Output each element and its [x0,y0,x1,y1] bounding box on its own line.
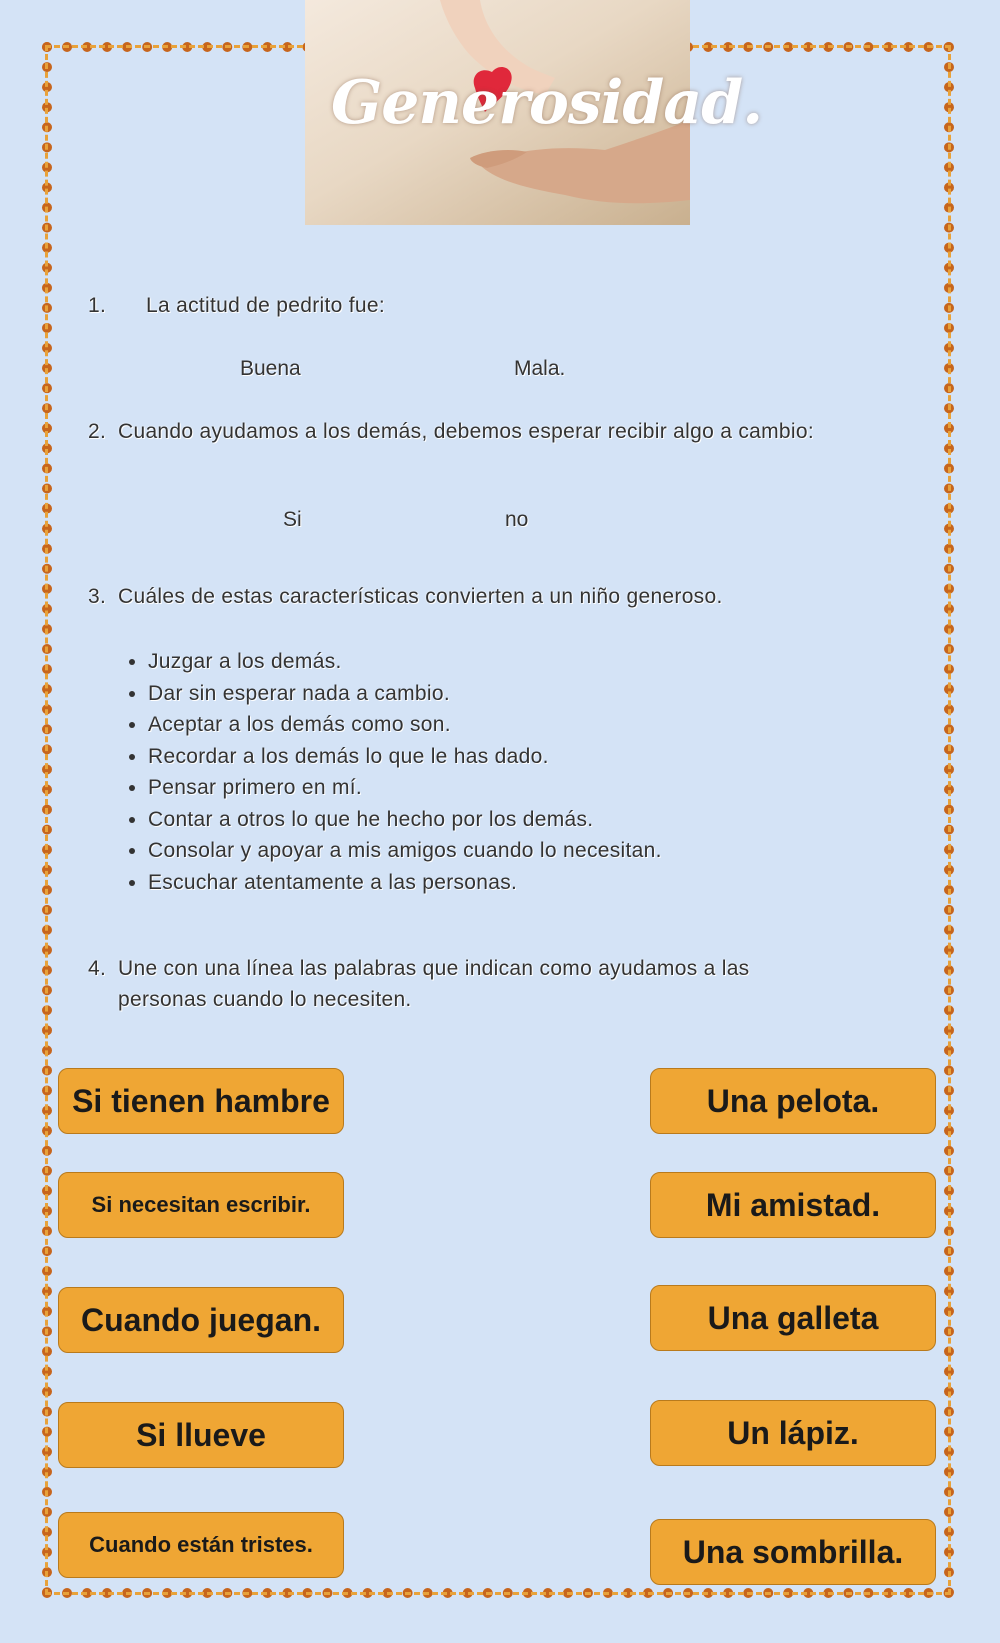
question-number: 4. [88,957,107,980]
question-number: 3. [88,585,107,608]
list-item[interactable]: • Pensar primero en mí. [148,772,662,804]
option-mala[interactable]: Mala. [514,357,566,380]
list-item[interactable]: • Aceptar a los demás como son. [148,709,662,741]
match-left-card[interactable]: Si tienen hambre [58,1068,344,1134]
match-left-card[interactable]: Si llueve [58,1402,344,1468]
option-buena[interactable]: Buena [240,357,301,380]
match-right-card[interactable]: Una pelota. [650,1068,936,1134]
list-item[interactable]: • Contar a otros lo que he hecho por los demás. [148,804,662,836]
header-image [305,0,763,225]
list-item[interactable]: • Recordar a los demás lo que le has dado. [148,741,662,773]
question-2 [88,420,814,444]
question-1 [88,294,385,318]
match-right-card[interactable]: Una galleta [650,1285,936,1351]
list-item[interactable]: • Dar sin esperar nada a cambio. [148,678,662,710]
list-item[interactable]: • Consolar y apoyar a mis amigos cuando lo necesitan. [148,835,662,867]
question-4 [88,957,750,981]
page-title: Generosidad. [331,68,763,138]
match-right-card[interactable]: Mi amistad. [650,1172,936,1238]
characteristics-list [118,646,662,898]
question-4-line-2: personas cuando lo necesiten. [118,988,412,1011]
match-left-card[interactable]: Si necesitan escribir. [58,1172,344,1238]
question-text: La actitud de pedrito fue: [146,294,385,317]
match-right-card[interactable]: Un lápiz. [650,1400,936,1466]
list-item[interactable]: • Juzgar a los demás. [148,646,662,678]
question-number: 2. [88,420,107,443]
question-text: Cuáles de estas características convierten a un niño generoso. [118,585,723,608]
question-3 [88,585,723,609]
match-right-card[interactable]: Una sombrilla. [650,1519,936,1585]
match-left-card[interactable]: Cuando juegan. [58,1287,344,1353]
match-left-card[interactable]: Cuando están tristes. [58,1512,344,1578]
question-text: Cuando ayudamos a los demás, debemos esperar recibir algo a cambio: [118,420,814,443]
question-number: 1. [88,294,107,317]
question-text-line-1: Une con una línea las palabras que indican como ayudamos a las [118,957,750,980]
list-item[interactable]: • Escuchar atentamente a las personas. [148,867,662,899]
option-si[interactable]: Si [283,508,302,531]
option-no[interactable]: no [505,508,529,531]
